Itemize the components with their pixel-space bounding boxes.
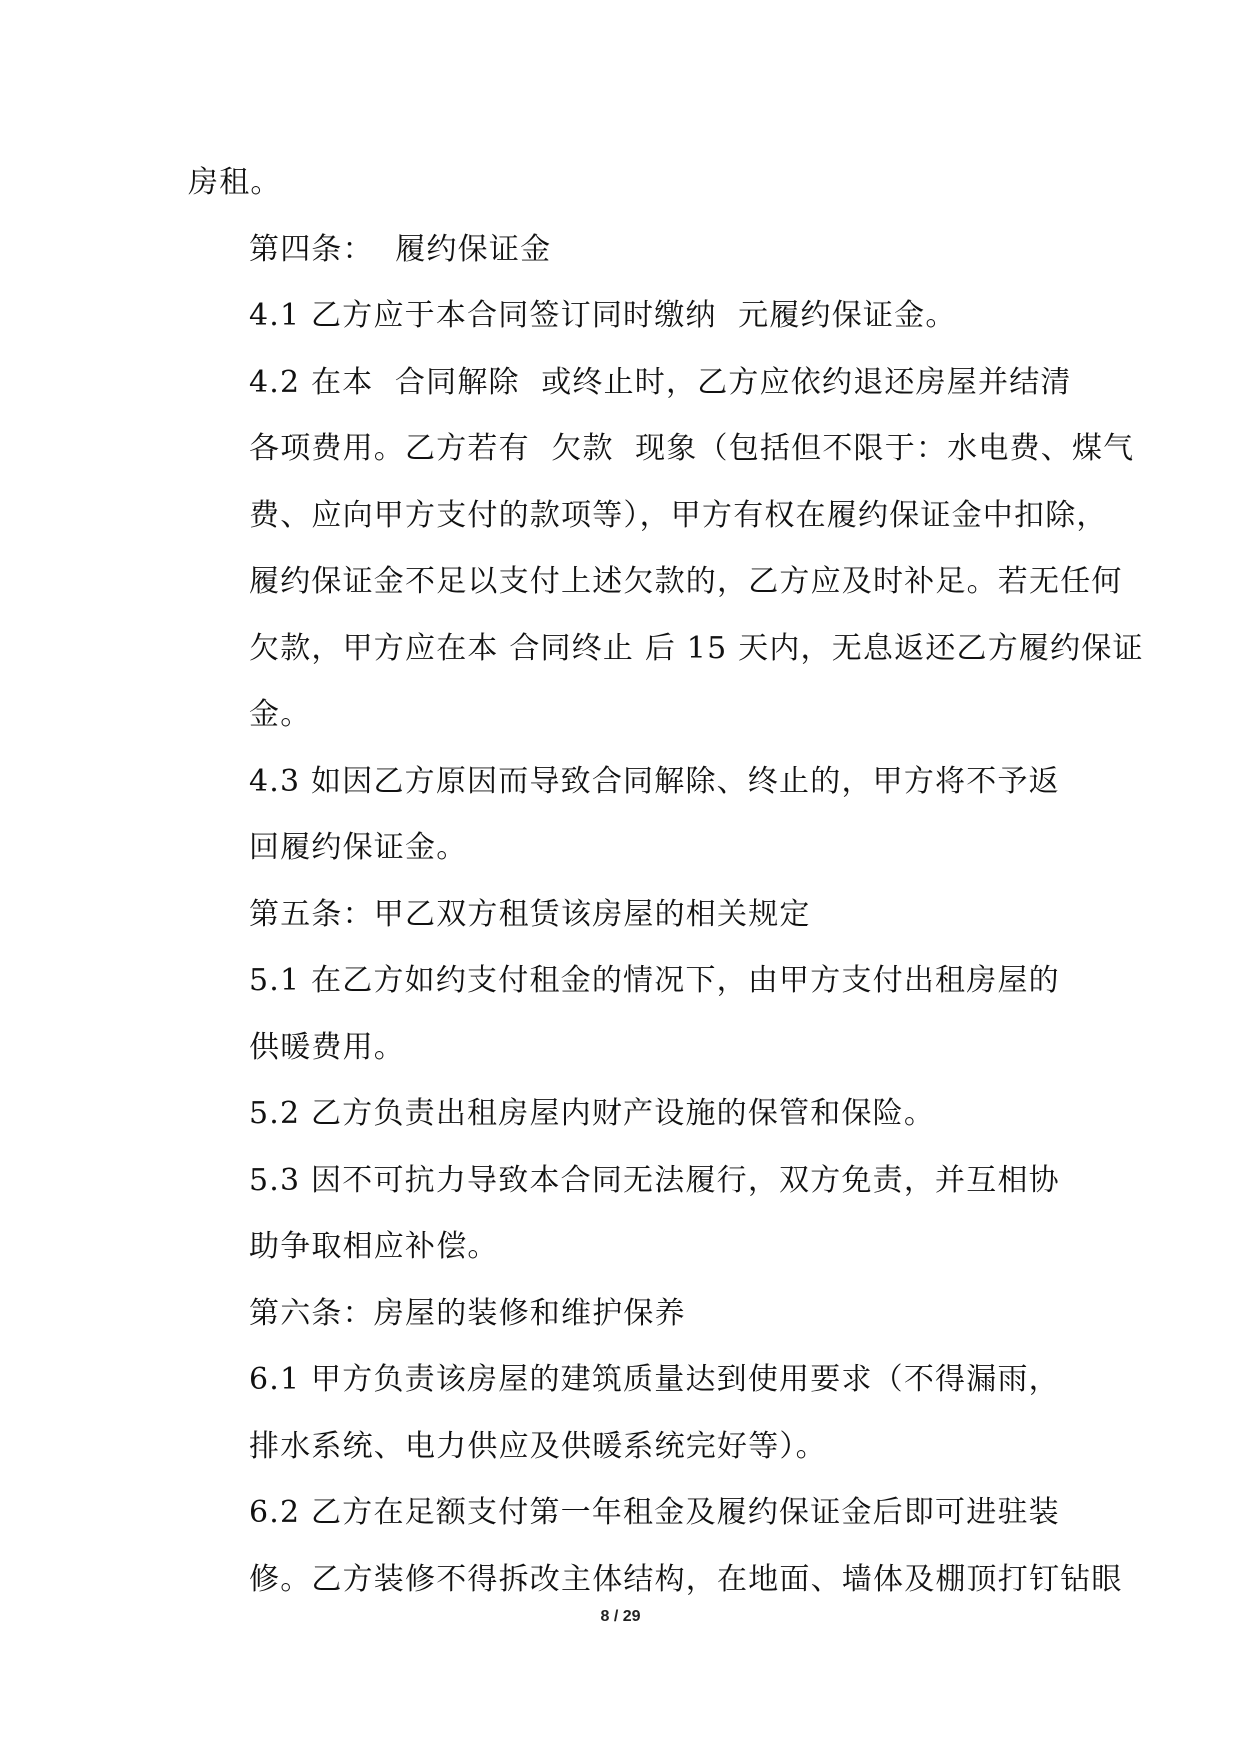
heading-article-6: 第六条：房屋的装修和维护保养	[249, 1295, 686, 1331]
document-body	[188, 150, 1144, 1613]
page-number: 8 / 29	[600, 1608, 641, 1625]
clause-4-2: 4.2 在本 合同解除 或终止时，乙方应依约退还房屋并结清 各项费用。乙方若有 欠款 现象（包括但不限于：水电费、煤气 费、应向甲方支付的款项等），甲方有权在履约保证金中扣除， 履约保证金不足以支付上述欠款的，乙方应及时补足。若无任何 欠款，甲方应在本 合同终止 后 15 天内，无息返还乙方履约保证 金。	[249, 364, 1144, 732]
clause-4-3: 4.3 如因乙方原因而导致合同解除、终止的，甲方将不予返 回履约保证金。	[249, 763, 1060, 865]
clause-5-1: 5.1 在乙方如约支付租金的情况下，由甲方支付出租房屋的 供暖费用。	[249, 963, 1060, 1065]
clause-6-1: 6.1 甲方负责该房屋的建筑质量达到使用要求（不得漏雨， 排水系统、电力供应及供暖系统完好等）。	[249, 1362, 1060, 1464]
clause-4-1: 4.1 乙方应于本合同签订同时缴纳 元履约保证金。	[249, 298, 957, 333]
paragraph-rent-continuation: 房租。	[188, 165, 282, 200]
heading-article-5: 第五条：甲乙双方租赁该房屋的相关规定	[249, 896, 811, 932]
clause-5-2: 5.2 乙方负责出租房屋内财产设施的保管和保险。	[249, 1096, 936, 1131]
clause-5-3: 5.3 因不可抗力导致本合同无法履行，双方免责，并互相协 助争取相应补偿。	[249, 1162, 1060, 1264]
clause-6-2: 6.2 乙方在足额支付第一年租金及履约保证金后即可进驻装 修。乙方装修不得拆改主体结构，在地面、墙体及棚顶打钉钻眼	[249, 1495, 1123, 1597]
heading-article-4: 第四条： 履约保证金	[249, 231, 552, 267]
